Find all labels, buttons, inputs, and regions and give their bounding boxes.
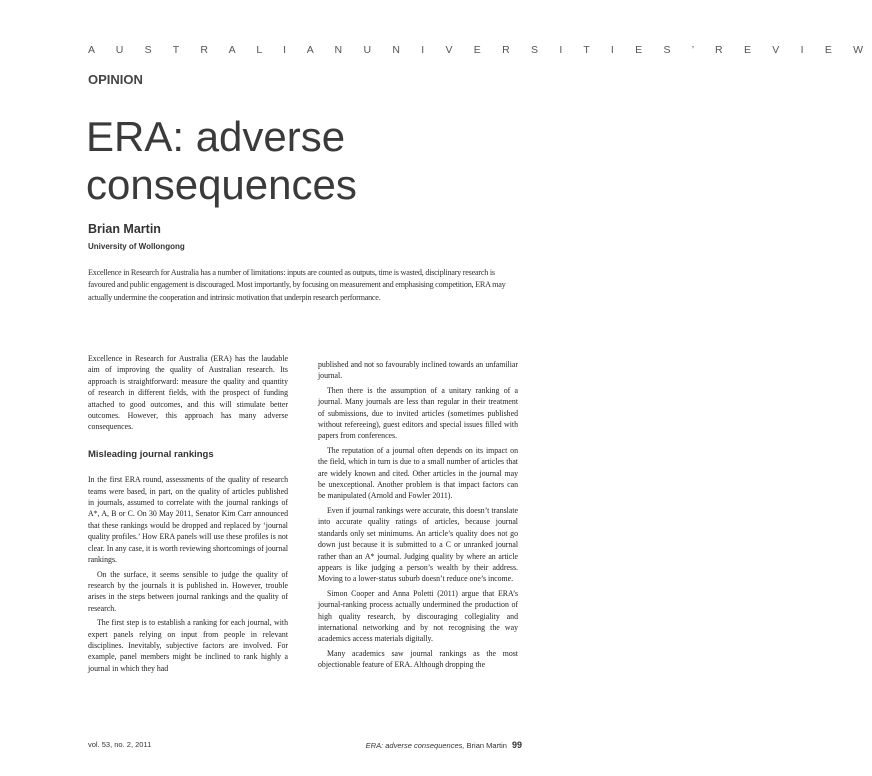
journal-name: A U S T R A L I A N U N I V E R S I T I E S ’ R E V I E W (88, 44, 872, 56)
body-paragraph: Simon Cooper and Anna Poletti (2011) argue that ERA’s journal-ranking process actually undermined the production of high quality research, by discouraging collegiality and international networking and by not recognising the way academics access materials digitally. (318, 588, 518, 644)
footer-volume: vol. 53, no. 2, 2011 (88, 740, 152, 749)
abstract-line: favoured and public engagement is discouraged. Most importantly, by focusing on measurement and emphasising competition, ERA may (88, 280, 506, 290)
footer-running-title: ERA: adverse consequences, (365, 741, 465, 750)
footer-running-author: Brian Martin (464, 741, 507, 750)
body-paragraph: published and not so favourably inclined towards an unfamiliar journal. (318, 360, 518, 381)
section-heading: Misleading journal rankings (88, 448, 214, 460)
page-number: 99 (511, 740, 522, 750)
body-paragraph: Then there is the assumption of a unitary ranking of a journal. Many journals are less than regular in their treatment of submissions, due to invited articles (sometimes published without refereeing), guest editors and special issues filled with papers from conferences. (318, 385, 518, 441)
body-paragraph: The first step is to establish a ranking for each journal, with expert panels relying on input from people in relevant disciplines. Inevitably, subjective factors are involved. For example, panel members might be inclined to rank highly a journal in which they had (88, 618, 288, 673)
body-paragraph: The reputation of a journal often depends on its impact on the field, which in turn is due to a small number of articles that are widely known and cited. Other articles in the journal may be unexceptional. Another problem is that impact factors can be manipulated (Arnold and Fowler 2011). (318, 445, 518, 501)
body-paragraph: Many academics saw journal rankings as the most objectionable feature of ERA. Although dropping the (318, 648, 518, 670)
body-paragraph: In the first ERA round, assessments of the quality of research teams were based, in part, on the quality of articles published in journals, assumed to correlate with the journal rankings of A*, A, B or C. On 30 May 2011, Senator Kim Carr announced that these rankings would be dropped and replaced by ‘journal quality profiles.’ How ERA panels will use these profiles is not clear. In any case, it is worth reviewing shortcomings of journal rankings. (88, 475, 288, 565)
abstract-line: actually undermine the cooperation and intrinsic motivation that underpin research performance. (88, 292, 381, 302)
footer-running-head (362, 740, 522, 750)
section-label: OPINION (88, 72, 143, 87)
article-title: ERA: adverse consequences (86, 113, 357, 208)
intro-paragraph: Excellence in Research for Australia (ERA) has the laudable aim of improving the quality of Australian research. Its approach is straightforward: measure the quality and quantity of research in different fields, with the prospect of funding attached to good outcomes, and this will stimulate better outcomes. However, this approach has many adverse consequences. (88, 354, 288, 432)
left-column (88, 353, 288, 677)
body-paragraph: Even if journal rankings were accurate, this doesn’t translate into accurate quality ratings of articles, because journal standards only set minimums. An article’s quality does not go down just because it is submitted to a C or unranked journal rather than an A* journal. Judging quality by where an article appears is like judging a person’s wealth by their address. Moving to a lower-status suburb doesn’t reduce one’s income. (318, 505, 518, 584)
right-column (318, 359, 518, 674)
author-affiliation: University of Wollongong (88, 242, 185, 251)
body-paragraph: On the surface, it seems sensible to judge the quality of research by the journals it is published in. However, trouble arises in the steps between journal rankings and the quality of research. (88, 569, 288, 613)
author-name: Brian Martin (88, 222, 161, 236)
abstract-line: Excellence in Research for Australia has a number of limitations: inputs are counted as outputs, time is wasted, disciplinary research is (88, 268, 495, 277)
abstract (88, 267, 522, 304)
